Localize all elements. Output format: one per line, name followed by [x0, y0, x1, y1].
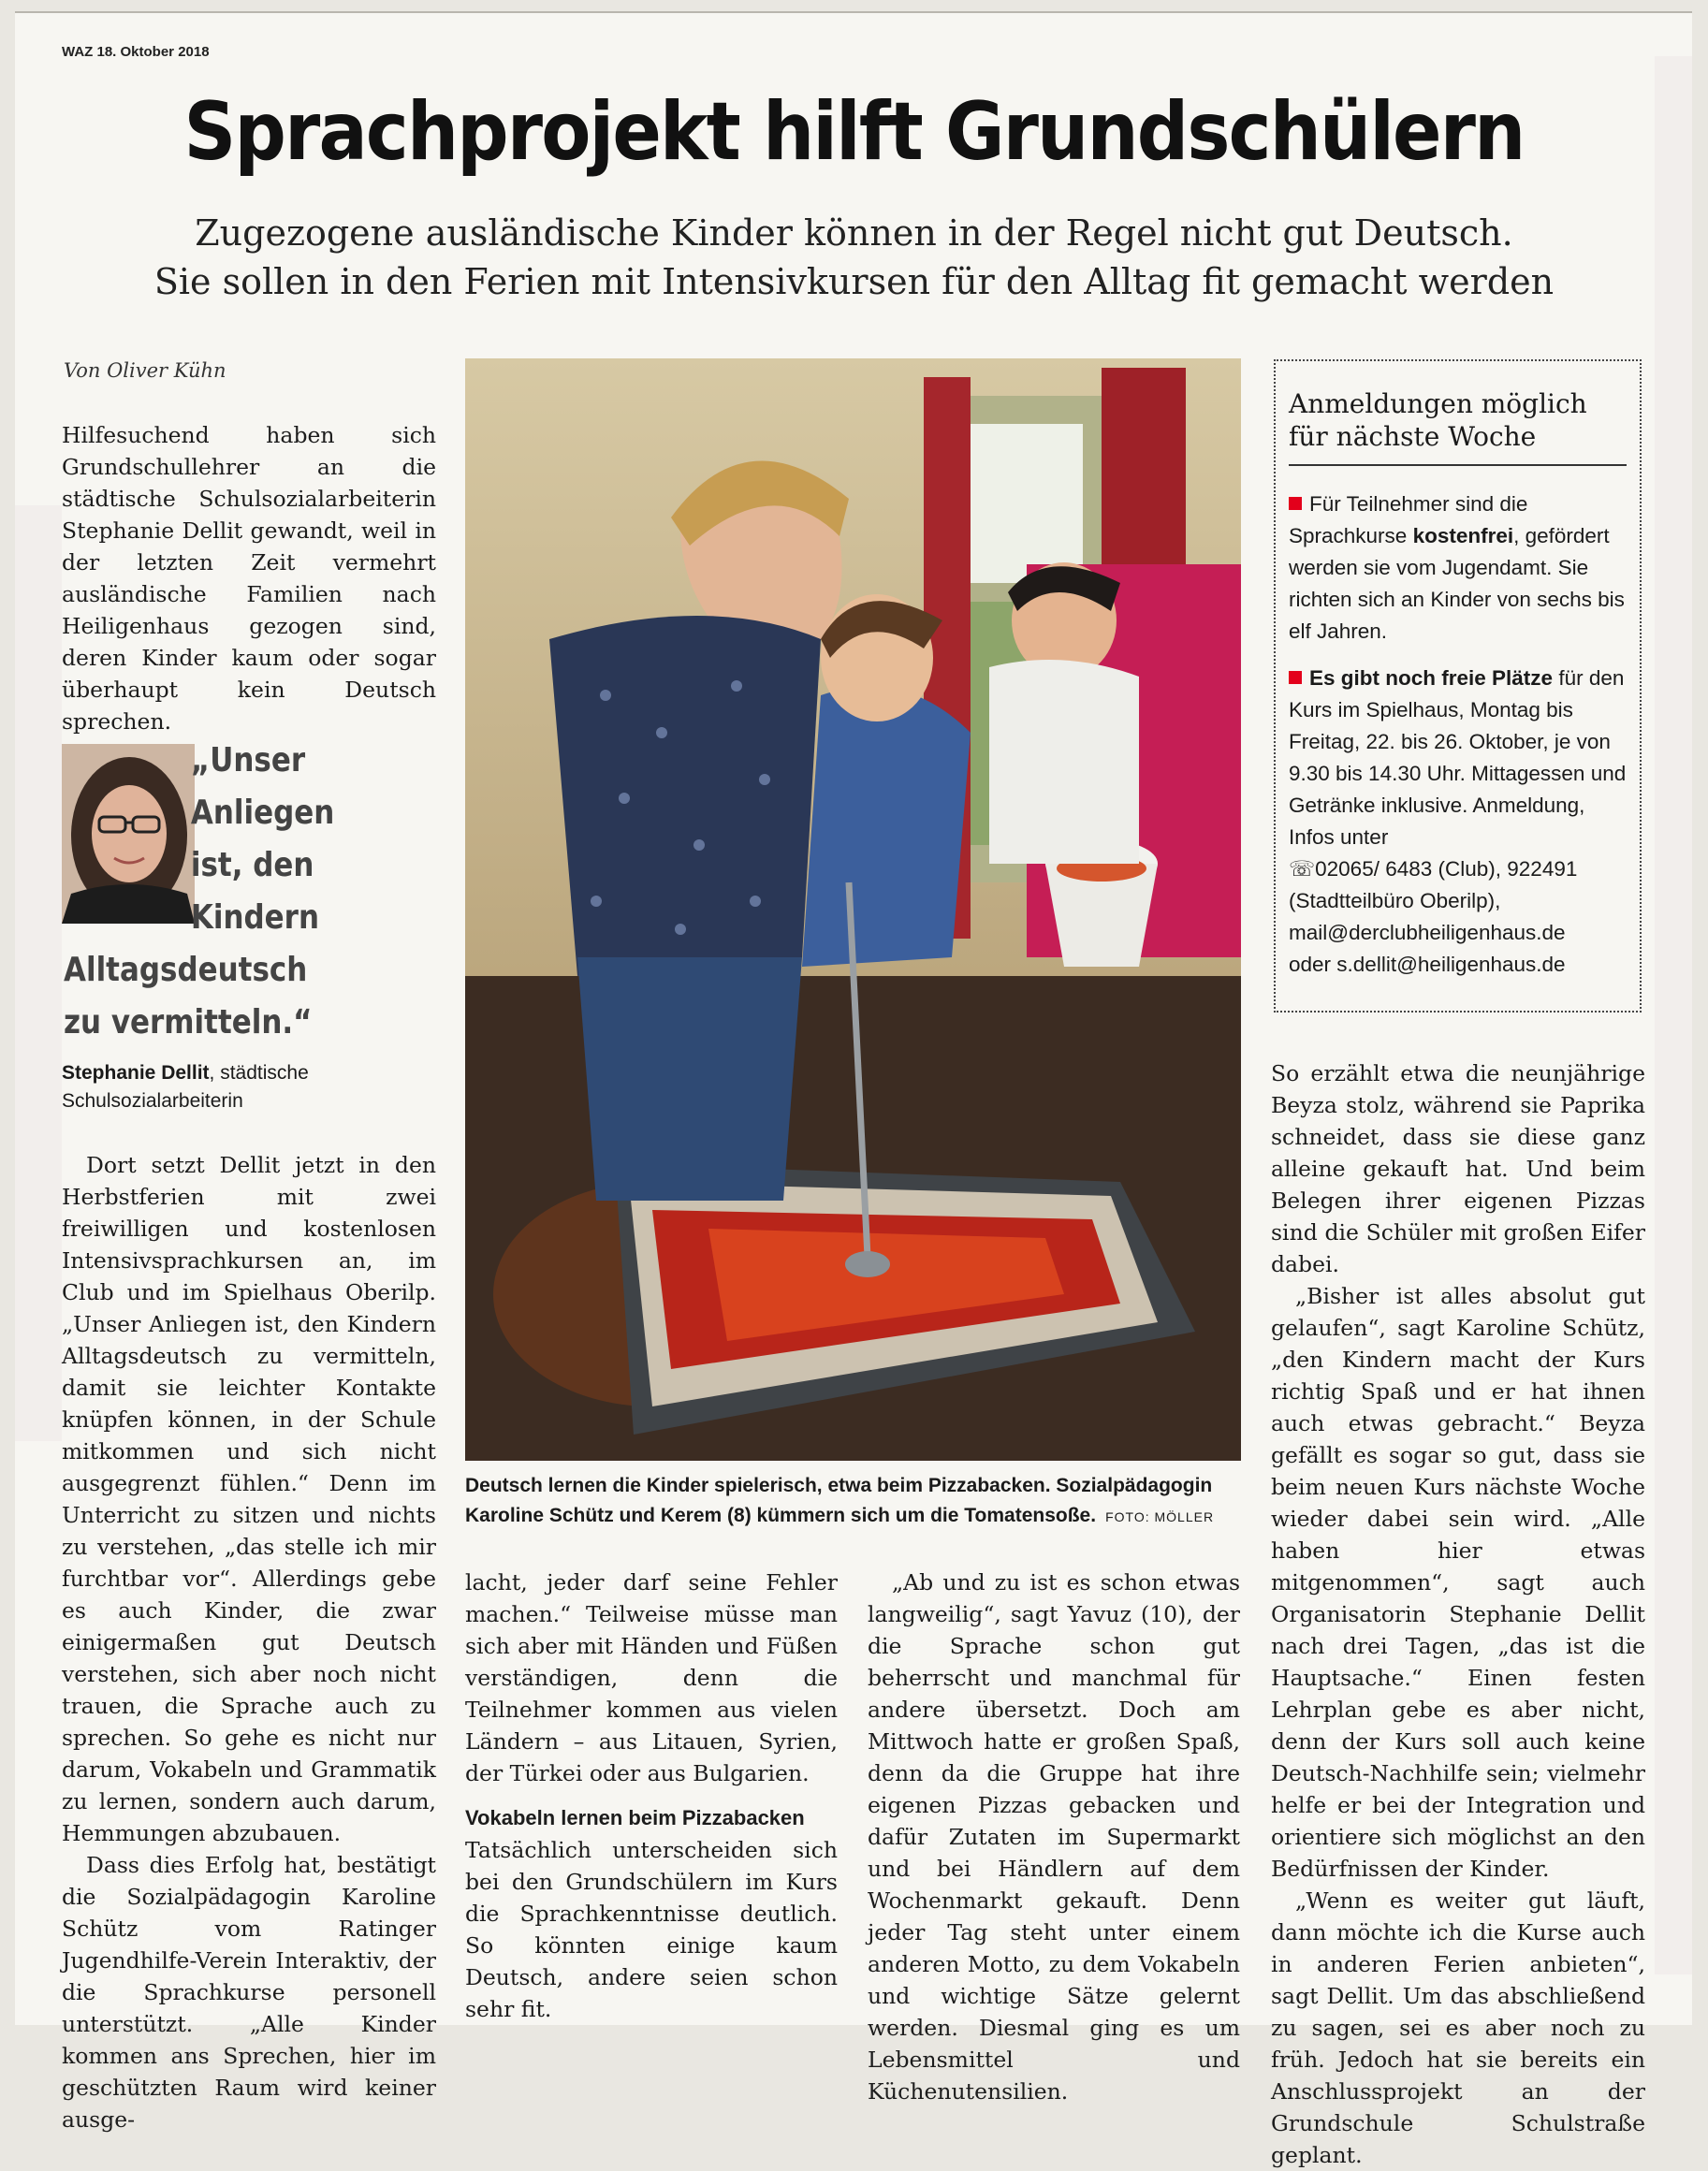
col1-paragraph-2: Dass dies Erfolg hat, bestätigt die Sozialpädagogin Karoline Schütz vom Ratinger Jugendhilfe-Verein Interaktiv, der die Sprachkurse personell unterstützt. „Alle Kinder kommen ans Sprechen, hier im geschützten Raum wird keiner ausge-: [62, 1852, 436, 2133]
info-item-2-post: für den Kurs im Spielhaus, Montag bis Freitag, 22. bis 26. Oktober, je von 9.30 bis 14.30 Uhr. Mittagessen und Getränke inklusive. Anmeldung, Infos unter: [1289, 666, 1627, 849]
bullet-square-icon: [1289, 497, 1302, 510]
info-email-2[interactable]: s.dellit@heiligenhaus.de: [1336, 953, 1566, 976]
info-item-1-pre: Für Teilnehmer sind die Sprachkurse: [1289, 492, 1528, 547]
byline: Von Oliver Kühn: [64, 359, 226, 382]
quote-role: , städtische Schulsozialarbeiterin: [62, 1062, 309, 1112]
info-email-1[interactable]: mail@derclubheiligenhaus.de: [1289, 921, 1566, 944]
info-item-1-post: , gefördert werden sie vom Jugendamt. Sie richten sich an Kinder von sechs bis elf Jahren.: [1289, 524, 1625, 643]
col4-paragraph-1: So erzählt etwa die neunjährige Beyza stolz, während sie Paprika schneidet, dass sie diese ganz alleine gekauft hat. Und beim Belegen ihrer eigenen Pizzas sind die Schüler mit großen Eifer dabei.: [1271, 1060, 1645, 1277]
pull-quote: [64, 735, 354, 1049]
info-item-costs: [1289, 488, 1627, 648]
article-column-3: [868, 1566, 1240, 2107]
info-item-1-bold: kostenfrei: [1412, 524, 1514, 547]
caption-text: Deutsch lernen die Kinder spielerisch, etwa beim Pizzabacken. Sozialpädagogin Karoline Schütz und Kerem (8) kümmern sich um die Tomatensoße.: [465, 1475, 1213, 1526]
quote-speaker: Stephanie Dellit: [62, 1062, 210, 1084]
quote-line-5: Alltagsdeutsch: [64, 951, 308, 989]
section-subhead: Vokabeln lernen beim Pizzabacken: [465, 1806, 805, 1829]
article-photo: [465, 358, 1241, 1461]
col3-paragraph-1: „Ab und zu ist es schon etwas langweilig“, sagt Yavuz (10), der die Sprache schon gut beherrscht und manchmal für andere übersetzt. Doch am Mittwoch hatte er großen Spaß, denn da die Gruppe hat ihre eigenen Pizzas gebacken und dafür Zutaten im Supermarkt und bei Händlern auf dem Wochenmarkt gekauft. Denn jeder Tag steht unter einem anderen Motto, zu dem Vokabeln und wichtige Sätze gelernt werden. Diesmal ging es um Lebensmittel und Küchenutensilien.: [868, 1569, 1240, 2105]
info-item-2-bold: Es gibt noch freie Plätze: [1309, 666, 1554, 690]
photo-caption: [465, 1471, 1241, 1532]
bleed-through-right: [1655, 56, 1692, 1974]
quote-line-3: ist, den: [190, 846, 314, 884]
bullet-square-icon: [1289, 671, 1302, 684]
headline: Sprachprojekt hilft Grundschülern: [183, 85, 1525, 179]
quote-line-4: Kindern: [190, 898, 319, 937]
quote-line-2: Anliegen: [190, 794, 335, 832]
intro-paragraph: [62, 419, 436, 737]
info-box: [1274, 359, 1642, 1013]
quote-line-1: „Unser: [190, 741, 306, 780]
info-phone: 02065/ 6483 (Club), 922491 (Stadtteilbüro Oberilp),: [1289, 857, 1578, 912]
article-column-2: [465, 1566, 838, 2025]
article-column-4: [1271, 1057, 1645, 2171]
col4-paragraph-3: „Wenn es weiter gut läuft, dann möchte ich die Kurse auch in anderen Ferien anbieten“, sagt Dellit. Um das abschließend zu sagen, sei es aber noch zu früh. Jedoch hat sie bereits ein Anschlussprojekt an der Grundschule Schulstraße geplant.: [1271, 1887, 1645, 2168]
subheadline-line-2: Sie sollen in den Ferien mit Intensivkursen für den Alltag fit gemacht werden: [153, 261, 1555, 302]
subheadline-line-1: Zugezogene ausländische Kinder können in der Regel nicht gut Deutsch.: [195, 212, 1513, 254]
intro-text: Hilfesuchend haben sich Grundschullehrer an die städtische Schulsozialarbeiterin Stephanie Dellit gewandt, weil in der letzten Zeit vermehrt ausländische Familien nach Heiligenhaus gezogen sind, deren Kinder kaum oder sogar überhaupt kein Deutsch sprechen.: [62, 422, 436, 735]
col2-paragraph-1: lacht, jeder darf seine Fehler machen.“ Teilweise müsse man sich aber mit Händen und Füßen verständigen, denn die Teilnehmer kommen aus vielen Ländern – aus Litauen, Syrien, der Türkei oder aus Bulgarien.: [465, 1569, 838, 1786]
quote-attribution: [62, 1059, 436, 1115]
photo-credit: FOTO: MÖLLER: [1105, 1509, 1215, 1524]
bleed-through-left: [15, 505, 62, 1441]
pizza-baking-illustration: [465, 358, 1241, 1461]
info-item-dates: [1289, 663, 1627, 981]
phone-icon: ☏: [1289, 857, 1316, 881]
col4-paragraph-2: „Bisher ist alles absolut gut gelaufen“, sagt Karoline Schütz, „den Kindern macht der Kurs richtig Spaß und er hat ihnen auch etwas gebracht.“ Beyza gefällt es sogar so gut, dass sie beim neuen Kurs nächste Woche wieder dabei sein wird. „Alle haben hier etwas mitgenommen“, sagt auch Organisatorin Stephanie Dellit nach drei Tagen, „das ist die Hauptsache.“ Einen festen Lehrplan gebe es aber nicht, denn der Kurs soll auch keine Deutsch-Nachhilfe sein; vielmehr helfe er bei der Integration und orientiere sich möglichst an den Bedürfnissen der Kinder.: [1271, 1283, 1645, 1882]
publication-source: WAZ 18. Oktober 2018: [62, 44, 210, 60]
article-column-1: [62, 1149, 436, 2135]
quote-line-6: zu vermitteln.“: [64, 1003, 313, 1042]
info-box-title: Anmeldungen möglich für nächste Woche: [1289, 387, 1627, 466]
col2-paragraph-2: Tatsächlich unterscheiden sich bei den Grundschülern im Kurs die Sprachkenntnisse deutlich. So könnten einige kaum Deutsch, andere seien schon sehr fit.: [465, 1837, 838, 2022]
col1-paragraph-1: Dort setzt Dellit jetzt in den Herbstferien mit zwei freiwilligen und kostenlosen Intensivsprachkursen an, im Club und im Spielhaus Oberilp. „Unser Anliegen ist, den Kindern Alltagsdeutsch zu vermitteln, damit sie leichter Kontakte knüpfen können, in der Schule mitkommen und sich nicht ausgegrenzt fühlen.“ Denn im Unterricht zu sitzen und nichts zu verstehen, „das stelle ich mir furchtbar vor“. Allerdings gebe es auch Kinder, die zwar einigermaßen gut Deutsch verstehen, sich aber noch nicht trauen, die Sprache auch zu sprechen. So gehe es nicht nur darum, Vokabeln und Grammatik zu lernen, sondern auch darum, Hemmungen abzubauen.: [62, 1152, 436, 1846]
info-email-separator: oder: [1289, 953, 1337, 976]
